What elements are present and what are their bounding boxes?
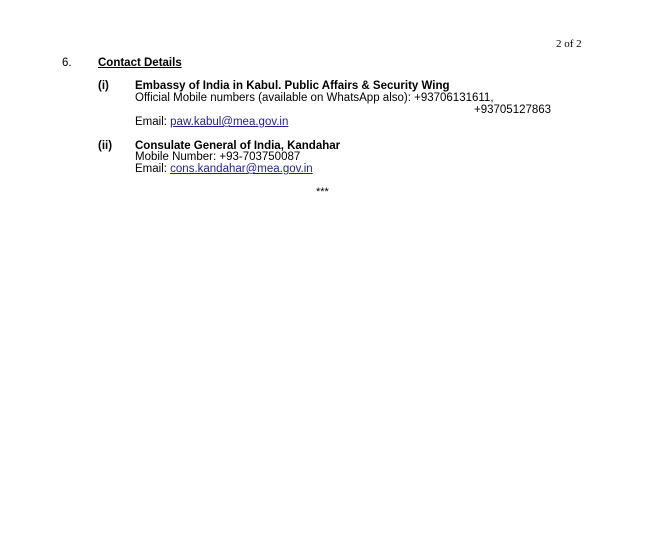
end-mark: *** bbox=[316, 186, 329, 198]
consulate-email-row bbox=[135, 163, 313, 175]
consulate-phone-line: Mobile Number: +93-703750087 bbox=[135, 151, 301, 163]
embassy-phone-line-2: +93705127863 bbox=[474, 104, 552, 116]
item-title-embassy: Embassy of India in Kabul. Public Affairs & Security Wing bbox=[135, 80, 450, 92]
section-number: 6. bbox=[62, 57, 72, 69]
page-number: 2 of 2 bbox=[556, 38, 582, 50]
embassy-email-row bbox=[135, 116, 288, 128]
embassy-email-label: Email: bbox=[135, 116, 171, 128]
embassy-email-link[interactable]: paw.kabul@mea.gov.in bbox=[170, 116, 289, 128]
item-marker-ii: (ii) bbox=[98, 140, 113, 152]
embassy-phone-line: Official Mobile numbers (available on WhatsApp also): +93706131611, bbox=[135, 92, 494, 104]
consulate-email-link[interactable]: cons.kandahar@mea.gov.in bbox=[170, 163, 313, 175]
item-title-consulate: Consulate General of India, Kandahar bbox=[135, 140, 341, 152]
item-marker-i: (i) bbox=[98, 80, 109, 92]
consulate-email-label: Email: bbox=[135, 163, 171, 175]
section-heading: Contact Details bbox=[98, 57, 182, 69]
